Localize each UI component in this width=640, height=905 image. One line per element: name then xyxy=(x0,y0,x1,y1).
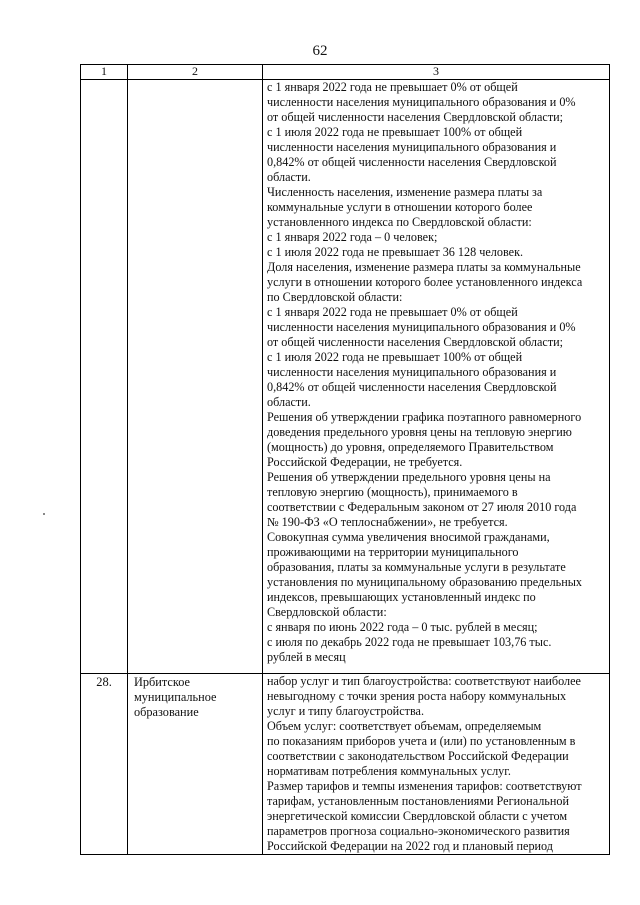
description-text-28 xyxy=(263,674,609,854)
text-line: параметров прогноза социально-экономического развития xyxy=(267,824,570,838)
text-line: тарифам, установленным постановлениями Региональной xyxy=(267,794,569,808)
text-line: от общей численности населения Свердловской области; xyxy=(267,110,564,124)
text-line: с 1 января 2022 года – 0 человек; xyxy=(267,230,438,244)
text-line: услуги в отношении которого более установленного индекса xyxy=(267,275,583,289)
text-line: доведения предельного уровня цены на тепловую энергию xyxy=(267,425,572,439)
text-line: с 1 июля 2022 года не превышает 100% от общей xyxy=(267,125,523,139)
paragraph xyxy=(267,260,606,305)
document-table xyxy=(80,64,610,855)
text-line: численности населения муниципального образования и 0% xyxy=(267,320,576,334)
paragraph xyxy=(267,620,606,635)
text-line: с 1 июля 2022 года не превышает 100% от общей xyxy=(267,350,523,364)
paragraph xyxy=(267,80,606,125)
text-line: Российской Федерации, не требуется. xyxy=(267,455,463,469)
text-line: установленного индекса по Свердловской области: xyxy=(267,215,532,229)
text-line: муниципальное xyxy=(134,690,217,704)
paragraph xyxy=(267,530,606,620)
cell-municipality-empty xyxy=(128,80,263,674)
header-col-3: 3 xyxy=(263,65,610,80)
text-line: Российской Федерации на 2022 год и плановый период xyxy=(267,839,553,853)
text-line: Совокупная сумма увеличения вносимой гражданами, xyxy=(267,530,550,544)
text-line: с 1 января 2022 года не превышает 0% от общей xyxy=(267,305,518,319)
table-header-row xyxy=(81,65,610,80)
text-line: коммунальные услуги в отношении которого более xyxy=(267,200,533,214)
text-line: с января по июнь 2022 года – 0 тыс. рублей в месяц; xyxy=(267,620,538,634)
text-line: энергетической комиссии Свердловской области с учетом xyxy=(267,809,568,823)
text-line: образования, платы за коммунальные услуги в результате xyxy=(267,560,566,574)
text-line: нормативам потребления коммунальных услуг. xyxy=(267,764,511,778)
text-line: Доля населения, изменение размера платы за коммунальные xyxy=(267,260,581,274)
text-line: Численность населения, изменение размера платы за xyxy=(267,185,543,199)
text-line: соответствии с законодательством Российской Федерации xyxy=(267,749,569,763)
paragraph xyxy=(267,779,606,854)
text-line: Объем услуг: соответствует объемам, определяемым xyxy=(267,719,542,733)
paragraph xyxy=(267,410,606,470)
cell-number-empty xyxy=(81,80,128,674)
text-line: индексов, превышающих установленный индекс по xyxy=(267,590,536,604)
text-line: Свердловской области: xyxy=(267,605,387,619)
text-line: по показаниям приборов учета и (или) по установленным в xyxy=(267,734,576,748)
text-line: набор услуг и тип благоустройства: соответствуют наиболее xyxy=(267,674,581,688)
text-line: с 1 января 2022 года не превышает 0% от общей xyxy=(267,80,518,94)
text-line: Ирбитское xyxy=(134,675,190,689)
text-line: (мощность) до уровня, определяемого Правительством xyxy=(267,440,554,454)
text-line: численности населения муниципального образования и xyxy=(267,140,557,154)
text-line: с 1 июля 2022 года не превышает 36 128 человек. xyxy=(267,245,524,259)
paragraph xyxy=(267,674,606,719)
paragraph xyxy=(267,470,606,530)
text-line: 0,842% от общей численности населения Свердловской xyxy=(267,155,557,169)
text-line: установления по муниципальному образованию предельных xyxy=(267,575,583,589)
text-line: Размер тарифов и темпы изменения тарифов: соответствуют xyxy=(267,779,582,793)
paragraph xyxy=(267,350,606,410)
cell-description-28 xyxy=(263,674,610,855)
text-line: образование xyxy=(134,705,199,719)
text-line: численности населения муниципального образования и xyxy=(267,365,557,379)
header-col-2: 2 xyxy=(128,65,263,80)
cell-description xyxy=(263,80,610,674)
text-line: от общей численности населения Свердловской области; xyxy=(267,335,564,349)
paragraph xyxy=(267,185,606,230)
paragraph xyxy=(267,719,606,779)
text-line: рублей в месяц xyxy=(267,650,346,664)
table-row-continued xyxy=(81,80,610,674)
page-number: 62 xyxy=(312,43,328,59)
row-number: 28. xyxy=(96,675,112,689)
text-line: численности населения муниципального образования и 0% xyxy=(267,95,576,109)
table-row-28 xyxy=(81,674,610,855)
text-line: № 190-ФЗ «О теплоснабжении», не требуется. xyxy=(267,515,508,529)
text-line: проживающими на территории муниципального xyxy=(267,545,519,559)
text-line: невыгодному с точки зрения роста набору коммунальных xyxy=(267,689,567,703)
paragraph xyxy=(267,635,606,665)
text-line: области. xyxy=(267,395,311,409)
text-line: Решения об утверждении предельного уровня цены на xyxy=(267,470,551,484)
cell-municipality xyxy=(128,674,263,855)
paragraph xyxy=(267,230,606,245)
header-col-1: 1 xyxy=(81,65,128,80)
paragraph xyxy=(267,125,606,185)
cell-number xyxy=(81,674,128,855)
paragraph xyxy=(267,305,606,350)
municipality-name xyxy=(128,674,262,720)
text-line: Решения об утверждении графика поэтапного равномерного xyxy=(267,410,582,424)
scan-speck xyxy=(43,513,45,515)
paragraph xyxy=(267,245,606,260)
text-line: услуг и типу благоустройства. xyxy=(267,704,424,718)
text-line: 0,842% от общей численности населения Свердловской xyxy=(267,380,557,394)
text-line: области. xyxy=(267,170,311,184)
text-line: соответствии с Федеральным законом от 27 июля 2010 года xyxy=(267,500,577,514)
text-line: по Свердловской области: xyxy=(267,290,403,304)
text-line: с июля по декабрь 2022 года не превышает 103,76 тыс. xyxy=(267,635,552,649)
text-line: тепловую энергию (мощность), принимаемого в xyxy=(267,485,518,499)
description-text xyxy=(263,80,609,665)
